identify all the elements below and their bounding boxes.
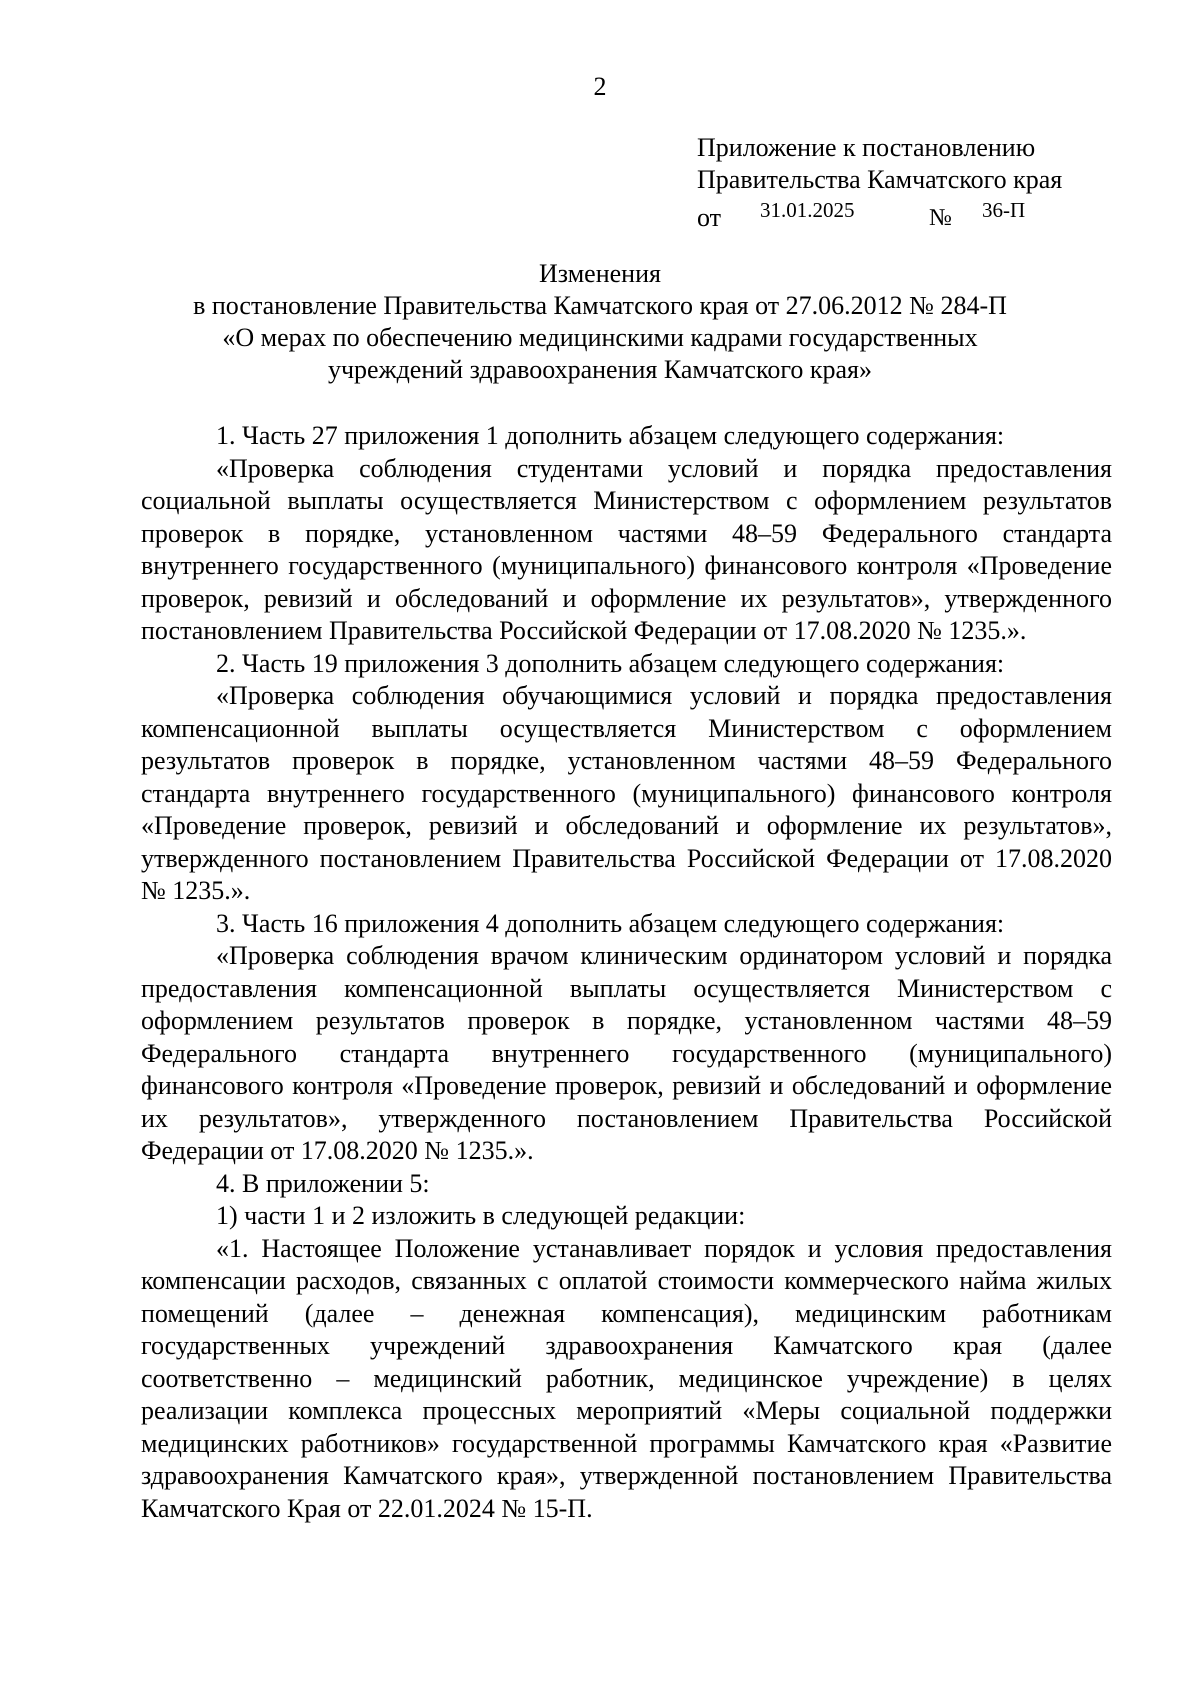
paragraph-item-1: 1. Часть 27 приложения 1 дополнить абзацем следующего содержания: <box>216 421 1005 450</box>
resolution-number: 36-П <box>982 198 1026 222</box>
paragraph-quote-3: «Проверка соблюдения врачом клиническим ординатором условий и порядка предоставления компенсационной выплаты осуществляется Министерством с оформлением результатов проверок в порядке, установленном частями 48–59 Федерального стандарта внутреннего государственного (муниципального) финансового контроля «Проведение проверок, ревизий и обследований и оформление их результатов», утвержденного постановлением Правительства Российской Федерации от 17.08.2020 № 1235.». <box>141 941 1112 1165</box>
appendix-date-line <box>697 196 1062 230</box>
number-label: № <box>929 205 952 231</box>
paragraph-subitem-1: 1) части 1 и 2 изложить в следующей редакции: <box>216 1201 746 1230</box>
appendix-line-1: Приложение к постановлению <box>697 133 1036 162</box>
page-number: 2 <box>593 72 607 101</box>
title-line-4: учреждений здравоохранения Камчатского края» <box>327 355 872 384</box>
paragraph-item-2: 2. Часть 19 приложения 3 дополнить абзацем следующего содержания: <box>216 648 1005 678</box>
paragraph-quote-4: «1. Настоящее Положение устанавливает порядок и условия предоставления компенсации расходов, связанных с оплатой стоимости коммерческого найма жилых помещений (далее – денежная компенсация), медицинским работникам государственных учреждений здравоохранения Камчатского края (далее соответственно – медицинский работник, медицинское учреждение) в целях реализации комплекса процессных мероприятий «Меры социальной поддержки медицинских работников» государственной программы Камчатского края «Развитие здравоохранения Камчатского края», утвержденной постановлением Правительства Камчатского Края от 22.01.2024 № 15-П. <box>141 1233 1112 1523</box>
paragraph-quote-1: «Проверка соблюдения студентами условий и порядка предоставления социальной выплаты осуществляется Министерством с оформлением результатов проверок в порядке, установленном частями 48–59 Федерального стандарта внутреннего государственного (муниципального) финансового контроля «Проведение проверок, ревизий и обследований и оформление их результатов», утвержденного постановлением Правительства Российской Федерации от 17.08.2020 № 1235.». <box>141 453 1112 645</box>
document-body <box>141 420 1112 1525</box>
from-label: от <box>697 203 722 232</box>
resolution-date: 31.01.2025 <box>760 198 855 222</box>
title-line-2: в постановление Правительства Камчатского края от 27.06.2012 № 284-П <box>193 291 1007 320</box>
paragraph-item-4: 4. В приложении 5: <box>216 1168 430 1198</box>
paragraph-quote-2: «Проверка соблюдения обучающимися условий и порядка предоставления компенсационной выплаты осуществляется Министерством с оформлением результатов проверок в порядке, установленном частями 48–59 Федерального стандарта внутреннего государственного (муниципального) финансового контроля «Проведение проверок, ревизий и обследований и оформление их результатов», утвержденного постановлением Правительства Российской Федерации от 17.08.2020 № 1235.». <box>141 681 1112 905</box>
title-line-1: Изменения <box>539 259 661 288</box>
paragraph-item-3: 3. Часть 16 приложения 4 дополнить абзацем следующего содержания: <box>216 908 1005 938</box>
document-title <box>0 258 1200 386</box>
title-line-3: «О мерах по обеспечению медицинскими кадрами государственных <box>222 323 978 352</box>
appendix-header <box>697 132 1062 230</box>
appendix-line-2: Правительства Камчатского края <box>697 165 1063 194</box>
